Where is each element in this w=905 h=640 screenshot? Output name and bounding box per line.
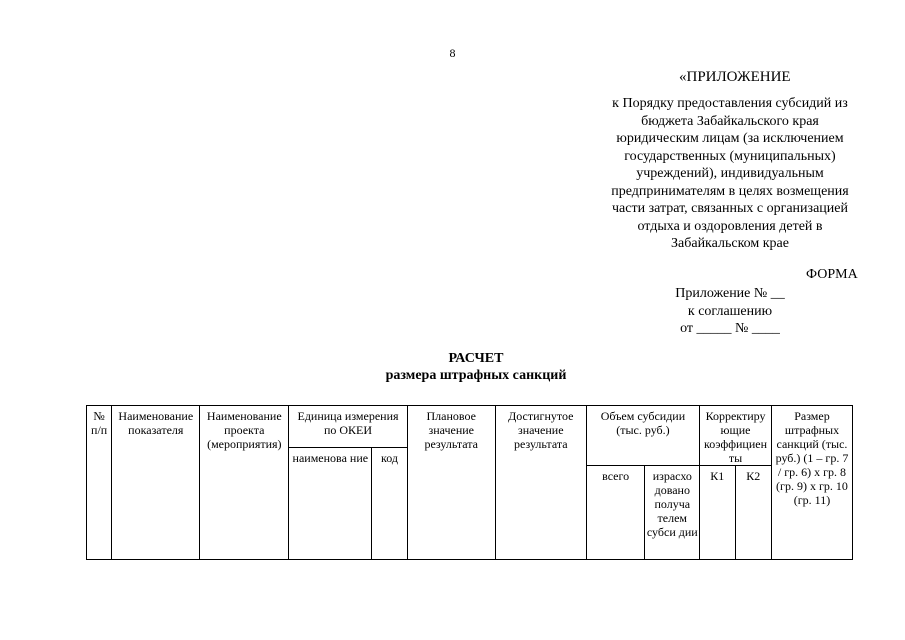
header-unit-name: наименова ние: [289, 448, 372, 560]
appendix-line: предпринимателям в целях возмещения: [611, 183, 849, 199]
header-planned: Плановое значение результата: [407, 406, 495, 560]
header-subsidy: Объем субсидии (тыс. руб.): [586, 406, 699, 466]
appendix-line: к Порядку предоставления субсидий из: [612, 96, 848, 111]
table-header-row: [87, 406, 853, 448]
header-number: № п/п: [87, 406, 112, 560]
header-achieved: Достигнутое значение результата: [495, 406, 586, 560]
appendix-line: бюджета Забайкальского края: [641, 113, 819, 129]
annex-agreement: к соглашению: [687, 303, 773, 319]
appendix-line: государственных (муниципальных): [624, 148, 836, 164]
form-label: ФОРМА: [806, 267, 858, 282]
annex-block: [640, 285, 820, 338]
header-project: Наименование проекта (мероприятия): [200, 406, 289, 560]
header-k1: К1: [700, 466, 735, 560]
appendix-line: юридическим лицам (за исключением: [616, 131, 844, 146]
header-k2: К2: [735, 466, 771, 560]
header-unit-code: код: [372, 448, 407, 560]
annex-date: от _____ № ____: [680, 321, 780, 336]
header-subsidy-total: всего: [586, 466, 645, 560]
document-title: [0, 350, 905, 384]
appendix-title: «ПРИЛОЖЕНИЕ: [679, 69, 791, 85]
header-coefficients: Корректиру ющие коэффициен ты: [700, 406, 772, 466]
appendix-description: [590, 95, 870, 253]
appendix-line: части затрат, связанных с организацией: [612, 201, 848, 216]
title-sub: размера штрафных санкций: [385, 368, 567, 383]
header-penalty: Размер штрафных санкций (тыс. руб.) (1 – гр. 7 / гр. 6) x гр. 8 (гр. 9) x гр. 10 (гр. 11): [771, 406, 852, 560]
appendix-line: Забайкальском крае: [671, 236, 789, 251]
header-subsidy-spent: израсхо довано получа телем субси дии: [645, 466, 700, 560]
appendix-line: учреждений), индивидуальным: [636, 166, 824, 181]
page-number: 8: [449, 46, 456, 60]
title-main: РАСЧЕТ: [448, 351, 504, 366]
header-unit: Единица измерения по ОКЕИ: [289, 406, 407, 448]
appendix-line: отдыха и оздоровления детей в: [637, 218, 823, 234]
annex-number: Приложение № __: [675, 286, 785, 301]
penalty-table: [86, 405, 853, 560]
header-indicator: Наименование показателя: [112, 406, 200, 560]
